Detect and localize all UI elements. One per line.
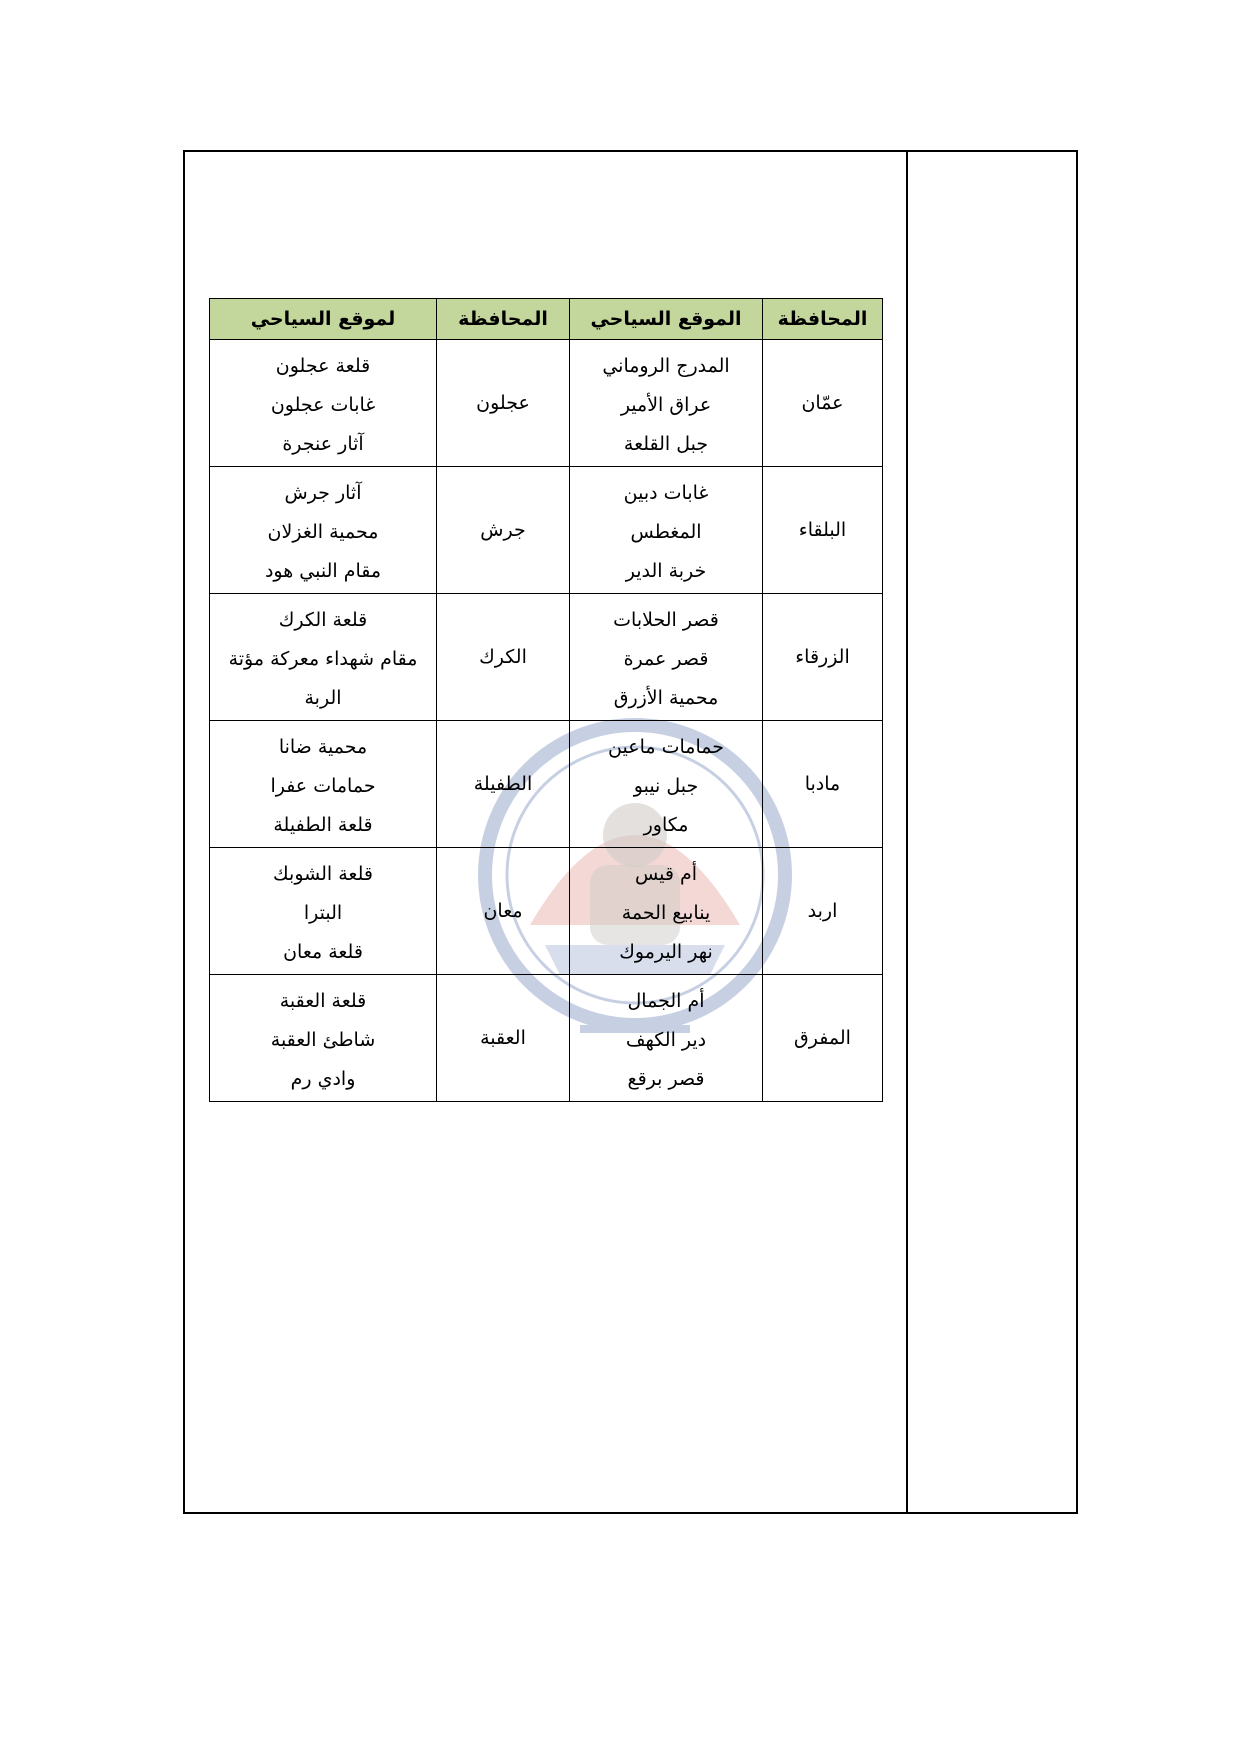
governorate-cell: عجلون bbox=[437, 340, 570, 467]
sites-cell bbox=[570, 848, 763, 975]
table-row bbox=[210, 975, 883, 1102]
governorate-cell: مادبا bbox=[763, 721, 883, 848]
site-item: غابات دبين bbox=[623, 481, 709, 504]
site-item: شاطئ العقبة bbox=[270, 1028, 376, 1051]
site-item: قصر برقع bbox=[627, 1067, 705, 1090]
site-item: أم قيس bbox=[634, 862, 698, 885]
site-item: ينابيع الحمة bbox=[621, 901, 711, 924]
header-governorate-1: المحافظة bbox=[763, 299, 883, 340]
sites-cell bbox=[570, 721, 763, 848]
governorate-cell: المفرق bbox=[763, 975, 883, 1102]
site-item: مكاور bbox=[643, 813, 689, 836]
site-item: قلعة الشوبك bbox=[273, 862, 373, 885]
table-header-row bbox=[210, 299, 883, 340]
sites-cell bbox=[210, 721, 437, 848]
site-item: قصر عمرة bbox=[623, 647, 709, 670]
governorate-cell: اربد bbox=[763, 848, 883, 975]
sites-cell bbox=[210, 848, 437, 975]
sites-cell bbox=[570, 467, 763, 594]
table-row bbox=[210, 594, 883, 721]
header-site-2: لموقع السياحي bbox=[210, 299, 437, 340]
sites-cell bbox=[570, 594, 763, 721]
governorate-cell: عمّان bbox=[763, 340, 883, 467]
governorate-cell: الزرقاء bbox=[763, 594, 883, 721]
site-item: مقام النبي هود bbox=[264, 559, 382, 582]
sites-cell bbox=[570, 975, 763, 1102]
site-item: قلعة عجلون bbox=[275, 354, 371, 377]
governorate-cell: العقبة bbox=[437, 975, 570, 1102]
tourist-sites-table bbox=[209, 298, 883, 1102]
site-item: البترا bbox=[303, 901, 343, 924]
site-item: مقام شهداء معركة مؤتة bbox=[228, 647, 418, 670]
site-item: محمية الغزلان bbox=[267, 520, 379, 543]
table-row bbox=[210, 848, 883, 975]
site-item: جبل القلعة bbox=[623, 432, 709, 455]
site-item: غابات عجلون bbox=[270, 393, 376, 416]
site-item: قلعة الطفيلة bbox=[273, 813, 373, 836]
site-item: نهر اليرموك bbox=[619, 940, 713, 963]
sites-cell bbox=[210, 467, 437, 594]
site-item: الربة bbox=[304, 686, 342, 709]
governorate-cell: الكرك bbox=[437, 594, 570, 721]
site-item: خربة الدير bbox=[625, 559, 707, 582]
site-item: عراق الأمير bbox=[620, 393, 712, 416]
site-item: محمية ضانا bbox=[278, 735, 368, 758]
header-governorate-2: المحافظة bbox=[437, 299, 570, 340]
governorate-cell: معان bbox=[437, 848, 570, 975]
frame-margin-divider bbox=[906, 150, 908, 1514]
site-item: المغطس bbox=[630, 520, 702, 543]
site-item: قلعة معان bbox=[283, 940, 363, 963]
site-item: قلعة العقبة bbox=[279, 989, 367, 1012]
site-item: آثار عنجرة bbox=[282, 432, 364, 455]
header-site-1: الموقع السياحي bbox=[570, 299, 763, 340]
governorate-cell: البلقاء bbox=[763, 467, 883, 594]
site-item: أم الجمال bbox=[627, 989, 705, 1012]
site-item: آثار جرش bbox=[284, 481, 362, 504]
sites-cell bbox=[570, 340, 763, 467]
sites-cell bbox=[210, 975, 437, 1102]
governorate-cell: الطفيلة bbox=[437, 721, 570, 848]
site-item: قصر الحلابات bbox=[613, 608, 719, 631]
table-row bbox=[210, 721, 883, 848]
site-item: جبل نيبو bbox=[633, 774, 699, 797]
site-item: حمامات ماعين bbox=[608, 735, 724, 758]
sites-cell bbox=[210, 594, 437, 721]
sites-cell bbox=[210, 340, 437, 467]
site-item: حمامات عفرا bbox=[270, 774, 376, 797]
site-item: وادي رم bbox=[290, 1067, 356, 1090]
site-item: محمية الأزرق bbox=[613, 686, 719, 709]
site-item: المدرج الروماني bbox=[602, 354, 730, 377]
site-item: دير الكهف bbox=[625, 1028, 707, 1051]
site-item: قلعة الكرك bbox=[278, 608, 368, 631]
table-row bbox=[210, 340, 883, 467]
table-row bbox=[210, 467, 883, 594]
governorate-cell: جرش bbox=[437, 467, 570, 594]
